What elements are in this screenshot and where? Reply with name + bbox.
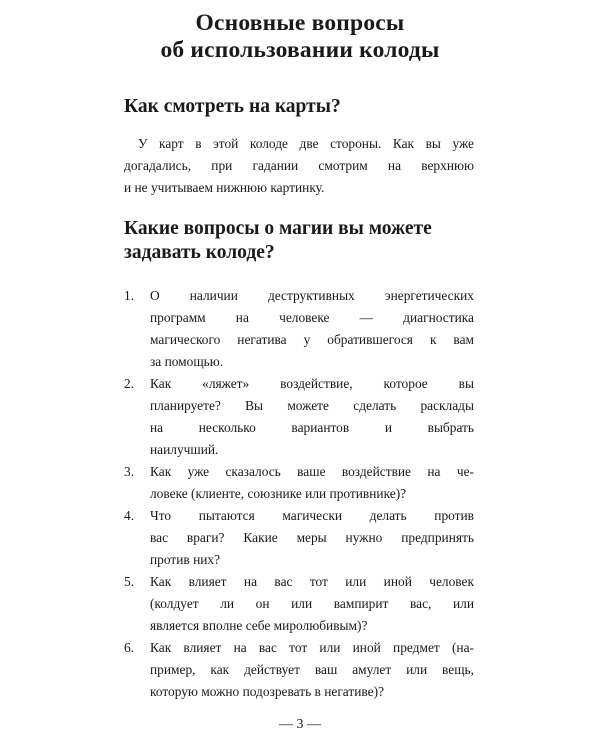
list-item-line: является вполне себе миролюбивым)? [150,618,368,633]
list-item [124,285,474,373]
list-item-line: программ на человеке — диагностика [150,310,474,325]
list-item-line: ловеке (клиенте, союзнике или противнике)? [150,486,407,501]
list-item-number: 6. [124,640,135,655]
list-item [124,505,474,571]
list-item-line: за помощью. [150,354,224,369]
list-item-line: которую можно подозревать в негативе)? [150,684,385,699]
list-item-number: 4. [124,508,135,523]
list-item [124,637,474,703]
list-item-line: вас враги? Какие меры нужно предпринять [150,530,474,545]
section-paragraph [124,133,474,199]
list-item-line: Как влияет на вас тот или иной человек [150,574,474,589]
list-item-number: 1. [124,288,135,303]
paragraph-line: догадались, при гадании смотрим на верхнюю [124,158,474,173]
list-item-number: 2. [124,376,135,391]
list-item-line: планируете? Вы можете сделать расклады [150,398,474,413]
list-item-line: О наличии деструктивных энергетических [150,288,474,303]
section-heading-how-to-look: Как смотреть на карты? [124,96,341,117]
page-title [100,10,500,64]
section-heading-magic-questions [124,217,484,265]
paragraph-line: и не учитываем нижнюю картинку. [124,180,325,195]
list-item-line: Как «ляжет» воздействие, которое вы [150,376,474,391]
list-item-line: магического негатива у обратившегося к вам [150,332,474,347]
list-item-number: 5. [124,574,135,589]
list-item-number: 3. [124,464,135,479]
page-title-line-2: об использовании колоды [160,37,440,63]
list-item [124,571,474,637]
questions-list [124,285,474,703]
list-item-line: Как уже сказалось ваше воздействие на че- [150,464,474,479]
list-item [124,461,474,505]
list-item-line: на несколько вариантов и выбрать [150,420,474,435]
list-item-line: пример, как действует ваш амулет или вещь, [150,662,474,677]
list-item [124,373,474,461]
heading-line-1: Какие вопросы о магии вы можете [124,218,432,239]
list-item-line: Что пытаются магически делать против [150,508,474,523]
list-item-line: против них? [150,552,221,567]
list-item-line: Как влияет на вас тот или иной предмет (на- [150,640,474,655]
page-title-line-1: Основные вопросы [195,10,405,36]
list-item-line: наилучший. [150,442,219,457]
paragraph-line: У карт в этой колоде две стороны. Как вы уже [138,136,474,151]
page-number: — 3 — [279,717,321,732]
heading-line-2: задавать колоде? [124,242,275,263]
list-item-line: (колдует ли он или вампирит вас, или [150,596,474,611]
